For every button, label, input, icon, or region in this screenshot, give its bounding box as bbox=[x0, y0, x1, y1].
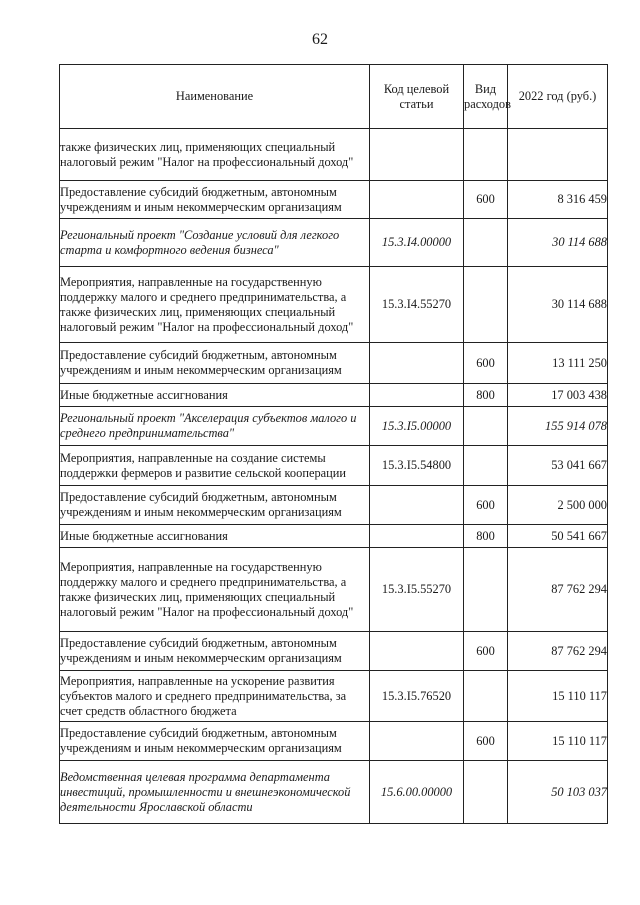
row-name: Ведомственная целевая программа департамента инвестиций, промышленности и внешнеэкономической деятельности Ярославской области bbox=[60, 761, 370, 824]
table-row bbox=[60, 446, 608, 486]
row-amount: 87 762 294 bbox=[508, 632, 608, 671]
row-name: также физических лиц, применяющих специальный налоговый режим "Налог на профессиональный доход" bbox=[60, 129, 370, 181]
row-code: 15.3.I5.76520 bbox=[370, 671, 464, 722]
header-type: Вид расходов bbox=[464, 65, 508, 129]
row-code: 15.6.00.00000 bbox=[370, 761, 464, 824]
row-type bbox=[464, 407, 508, 446]
row-amount: 17 003 438 bbox=[508, 384, 608, 407]
table-row bbox=[60, 722, 608, 761]
row-code bbox=[370, 722, 464, 761]
header-name: Наименование bbox=[60, 65, 370, 129]
row-type: 600 bbox=[464, 632, 508, 671]
table-row bbox=[60, 525, 608, 548]
row-type: 600 bbox=[464, 343, 508, 384]
row-type bbox=[464, 267, 508, 343]
row-name: Предоставление субсидий бюджетным, автономным учреждениям и иным некоммерческим организациям bbox=[60, 722, 370, 761]
row-name: Региональный проект "Акселерация субъектов малого и среднего предпринимательства" bbox=[60, 407, 370, 446]
table-row bbox=[60, 407, 608, 446]
row-amount: 87 762 294 bbox=[508, 548, 608, 632]
row-code: 15.3.I4.55270 bbox=[370, 267, 464, 343]
row-amount: 155 914 078 bbox=[508, 407, 608, 446]
row-amount: 50 103 037 bbox=[508, 761, 608, 824]
row-amount: 8 316 459 bbox=[508, 181, 608, 219]
page-number: 62 bbox=[312, 31, 328, 48]
row-code bbox=[370, 525, 464, 548]
row-name: Предоставление субсидий бюджетным, автономным учреждениям и иным некоммерческим организациям bbox=[60, 632, 370, 671]
table-row bbox=[60, 761, 608, 824]
row-type: 600 bbox=[464, 486, 508, 525]
row-amount: 50 541 667 bbox=[508, 525, 608, 548]
row-name: Предоставление субсидий бюджетным, автономным учреждениям и иным некоммерческим организациям bbox=[60, 343, 370, 384]
table-row bbox=[60, 632, 608, 671]
row-type: 800 bbox=[464, 525, 508, 548]
header-amount: 2022 год (руб.) bbox=[508, 65, 608, 129]
table-row bbox=[60, 384, 608, 407]
table-row bbox=[60, 343, 608, 384]
row-code: 15.3.I5.55270 bbox=[370, 548, 464, 632]
table-row bbox=[60, 219, 608, 267]
row-type bbox=[464, 446, 508, 486]
table-row bbox=[60, 671, 608, 722]
table-row bbox=[60, 486, 608, 525]
row-type: 600 bbox=[464, 181, 508, 219]
table-row bbox=[60, 181, 608, 219]
row-code bbox=[370, 632, 464, 671]
row-code: 15.3.I5.54800 bbox=[370, 446, 464, 486]
row-name: Мероприятия, направленные на государственную поддержку малого и среднего предпринимательства, а также физических лиц, применяющих специальный налоговый режим "Налог на профессиональный доход" bbox=[60, 548, 370, 632]
row-amount: 30 114 688 bbox=[508, 219, 608, 267]
row-code: 15.3.I4.00000 bbox=[370, 219, 464, 267]
row-type bbox=[464, 548, 508, 632]
row-type bbox=[464, 219, 508, 267]
row-amount: 30 114 688 bbox=[508, 267, 608, 343]
table-row bbox=[60, 548, 608, 632]
table-row bbox=[60, 267, 608, 343]
table-header-row bbox=[60, 65, 608, 129]
row-code bbox=[370, 384, 464, 407]
table-row bbox=[60, 129, 608, 181]
row-name: Региональный проект "Создание условий для легкого старта и комфортного ведения бизнеса" bbox=[60, 219, 370, 267]
row-name: Иные бюджетные ассигнования bbox=[60, 525, 370, 548]
row-amount: 53 041 667 bbox=[508, 446, 608, 486]
row-name: Мероприятия, направленные на ускорение развития субъектов малого и среднего предпринимательства, за счет средств областного бюджета bbox=[60, 671, 370, 722]
row-type bbox=[464, 761, 508, 824]
budget-table bbox=[59, 64, 608, 824]
row-type: 800 bbox=[464, 384, 508, 407]
row-code: 15.3.I5.00000 bbox=[370, 407, 464, 446]
row-name: Предоставление субсидий бюджетным, автономным учреждениям и иным некоммерческим организациям bbox=[60, 486, 370, 525]
row-name: Предоставление субсидий бюджетным, автономным учреждениям и иным некоммерческим организациям bbox=[60, 181, 370, 219]
row-code bbox=[370, 181, 464, 219]
row-amount: 15 110 117 bbox=[508, 722, 608, 761]
row-amount: 13 111 250 bbox=[508, 343, 608, 384]
row-amount bbox=[508, 129, 608, 181]
row-type: 600 bbox=[464, 722, 508, 761]
row-amount: 2 500 000 bbox=[508, 486, 608, 525]
row-code bbox=[370, 486, 464, 525]
row-code bbox=[370, 343, 464, 384]
row-amount: 15 110 117 bbox=[508, 671, 608, 722]
row-type bbox=[464, 671, 508, 722]
row-code bbox=[370, 129, 464, 181]
header-code: Код целевой статьи bbox=[370, 65, 464, 129]
row-name: Иные бюджетные ассигнования bbox=[60, 384, 370, 407]
row-name: Мероприятия, направленные на создание системы поддержки фермеров и развитие сельской кооперации bbox=[60, 446, 370, 486]
row-type bbox=[464, 129, 508, 181]
row-name: Мероприятия, направленные на государственную поддержку малого и среднего предпринимательства, а также физических лиц, применяющих специальный налоговый режим "Налог на профессиональный доход" bbox=[60, 267, 370, 343]
